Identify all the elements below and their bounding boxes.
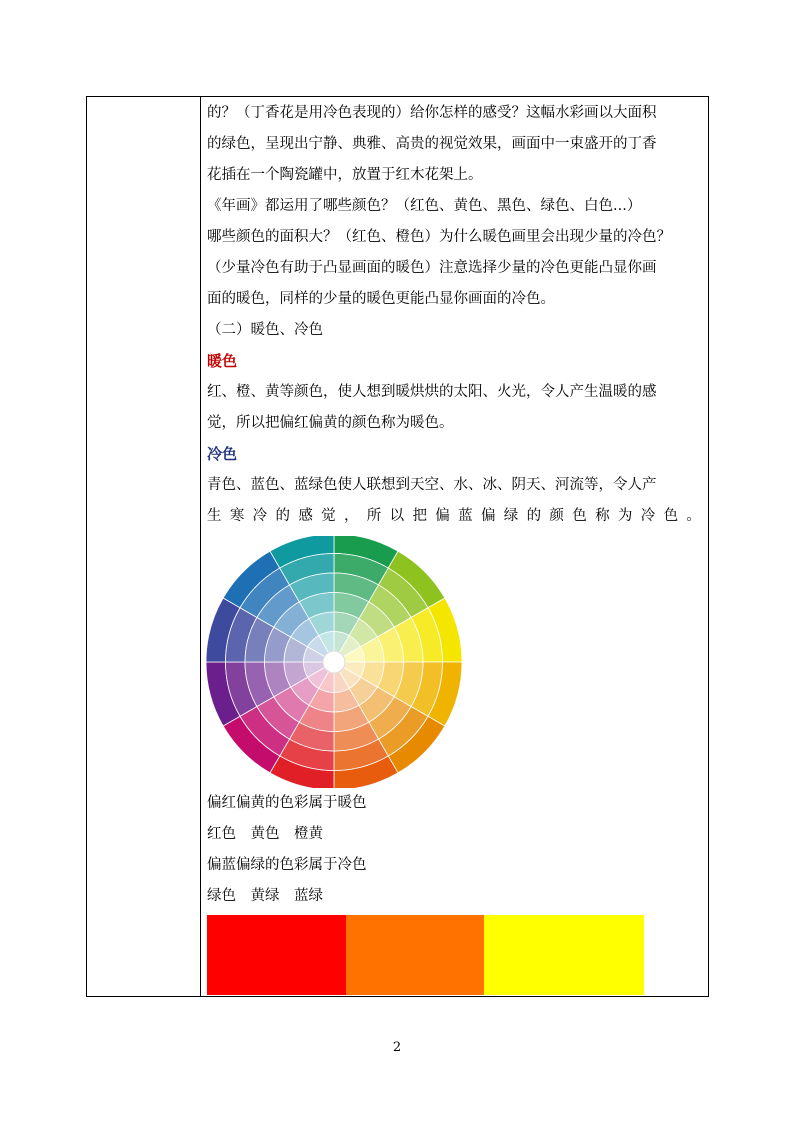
justified-char: 颜 xyxy=(549,508,564,524)
body-line: 红色 黄色 橙黄 xyxy=(207,826,323,842)
body-line: （少量冷色有助于凸显画面的暖色）注意选择少量的冷色更能凸显你画 xyxy=(207,260,657,276)
justified-char: 称 xyxy=(595,508,610,524)
body-line: 《年画》都运用了哪些颜色？（红色、黄色、黑色、绿色、白色...） xyxy=(207,198,642,214)
justified-char: 所 xyxy=(366,508,382,524)
justified-char: 觉 xyxy=(321,508,336,524)
justified-char: 蓝 xyxy=(458,508,473,524)
page-number: 2 xyxy=(392,1040,402,1055)
justified-char: 偏 xyxy=(480,508,496,524)
body-line: 偏红偏黄的色彩属于暖色 xyxy=(207,795,367,811)
justified-char: 为 xyxy=(617,508,633,524)
justified-char: 色 xyxy=(572,508,587,524)
column-divider xyxy=(200,97,201,996)
justified-char: 冷 xyxy=(640,508,656,524)
cold-color-heading: 冷色 xyxy=(207,445,238,463)
swatch-orange xyxy=(346,915,484,995)
justified-char: 的 xyxy=(526,508,542,524)
justified-char: 色 xyxy=(663,508,679,524)
body-line: 的？（丁香花是用冷色表现的）给你怎样的感受？这幅水彩画以大面积 xyxy=(207,105,657,121)
justified-char: 冷 xyxy=(252,508,268,524)
justified-char: 。 xyxy=(686,508,701,524)
lesson-table xyxy=(86,96,709,997)
body-line: 的绿色，呈现出宁静、典雅、高贵的视觉效果，画面中一束盛开的丁香 xyxy=(207,136,657,152)
warm-description-line: 觉，所以把偏红偏黄的颜色称为暖色。 xyxy=(207,415,454,431)
color-wheel xyxy=(205,536,465,788)
body-line: 花插在一个陶瓷罐中，放置于红木花架上。 xyxy=(207,167,483,183)
justified-char: 绿 xyxy=(503,508,519,524)
cold-description-line: 青色、蓝色、蓝绿色使人联想到天空、水、冰、阴天、河流等，令人产 xyxy=(207,477,657,493)
wheel-center xyxy=(323,651,345,673)
justified-char: 生 xyxy=(207,508,222,524)
lesson-content-cell xyxy=(207,98,704,995)
color-wheel-graphic xyxy=(205,536,465,788)
justified-char: ， xyxy=(343,508,359,524)
justified-char: 偏 xyxy=(435,508,450,524)
justified-char: 的 xyxy=(275,508,290,524)
body-line: 哪些颜色的面积大？（红色、橙色）为什么暖色画里会出现少量的冷色？ xyxy=(207,229,671,245)
swatch-red xyxy=(207,915,346,995)
section-heading: （二）暖色、冷色 xyxy=(207,322,323,338)
color-swatches xyxy=(207,915,704,995)
justified-char: 把 xyxy=(412,508,427,524)
warm-description-line: 红、橙、黄等颜色，使人想到暖烘烘的太阳、火光，令人产生温暖的感 xyxy=(207,384,657,400)
justified-char: 寒 xyxy=(229,508,245,524)
warm-color-heading: 暖色 xyxy=(207,352,238,370)
justified-char: 以 xyxy=(389,508,405,524)
body-line: 面的暖色，同样的少量的暖色更能凸显你画面的冷色。 xyxy=(207,291,555,307)
body-line: 绿色 黄绿 蓝绿 xyxy=(207,888,323,904)
cold-description-line-justified xyxy=(207,501,701,532)
swatch-yellow xyxy=(484,915,644,995)
justified-char: 感 xyxy=(298,508,313,524)
body-line: 偏蓝偏绿的色彩属于冷色 xyxy=(207,857,367,873)
